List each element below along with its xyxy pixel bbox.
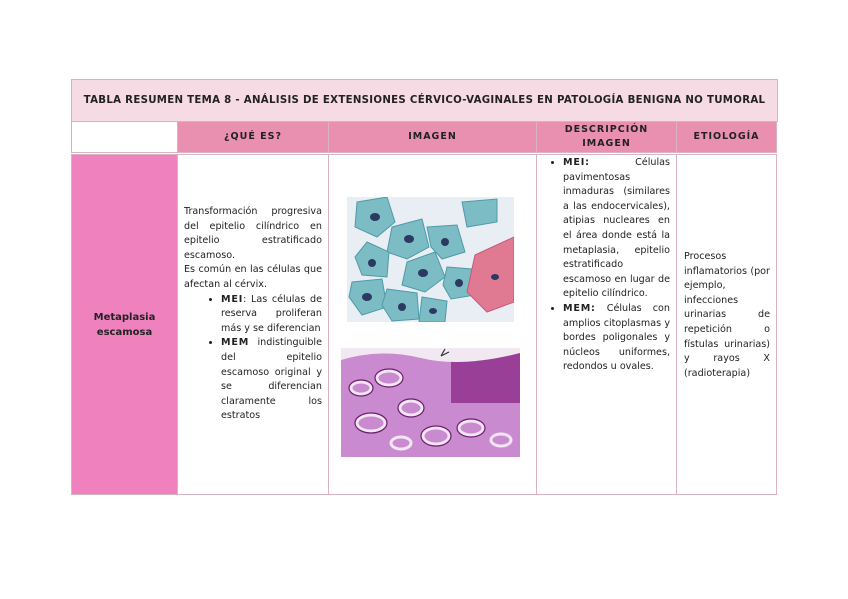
term-mei: MEI <box>221 293 244 305</box>
que-intro: Transformación progresiva del epitelio cilíndrico en epitelio estratificado escamoso. <box>184 206 322 261</box>
mei-text: : Las células de reserva proliferan más y se diferencian <box>221 293 322 334</box>
que-list <box>184 293 322 424</box>
table-title-row <box>71 79 778 122</box>
que-es-cell <box>177 154 329 495</box>
desc-list <box>543 156 670 375</box>
row-label: Metaplasia escamosa <box>71 154 178 495</box>
term-mem: MEM <box>221 337 250 349</box>
header-blank <box>71 121 178 153</box>
list-item <box>563 302 670 375</box>
header-imagen: IMAGEN <box>328 121 537 153</box>
desc-mem-text: Células con amplios citoplasmas y bordes poligonales y núcleos uniformes, redondos u ovales. <box>563 302 670 373</box>
cytology-micrograph <box>347 197 514 322</box>
table-title: TABLA RESUMEN TEMA 8 - ANÁLISIS DE EXTENSIONES CÉRVICO-VAGINALES EN PATOLOGÍA BENIGNA NO TUMORAL <box>83 95 766 106</box>
desc-mei-text: Células pavimentosas inmaduras (similares a las endocervicales), atipias nucleares en el área donde está la metaplasia, epitelio estratificado escamoso en lugar de epitelio cilíndrico. <box>563 157 670 300</box>
header-descripcion: DESCRIPCIÓN IMAGEN <box>536 121 677 153</box>
desc-term-mei: MEI: <box>563 157 590 168</box>
summary-table <box>71 79 778 495</box>
histology-micrograph <box>341 348 520 457</box>
list-item <box>221 293 322 337</box>
desc-term-mem: MEM: <box>563 302 596 314</box>
header-que-es: ¿QUÉ ES? <box>177 121 329 153</box>
etiologia-text: Procesos inflamatorios (por ejemplo, infecciones urinarias de repetición o fístulas urinarias) y rayos X (radioterapia) <box>684 251 770 379</box>
image-cell <box>328 154 537 495</box>
header-etiologia: ETIOLOGÍA <box>676 121 777 153</box>
que-note: Es común en las células que afectan al cérvix. <box>184 264 322 290</box>
list-item <box>221 336 322 424</box>
mem-text: indistinguible del epitelio escamoso original y se diferencian claramente los estratos <box>221 337 322 422</box>
etiologia-cell <box>676 154 777 495</box>
descripcion-cell <box>536 154 677 495</box>
list-item <box>563 156 670 302</box>
